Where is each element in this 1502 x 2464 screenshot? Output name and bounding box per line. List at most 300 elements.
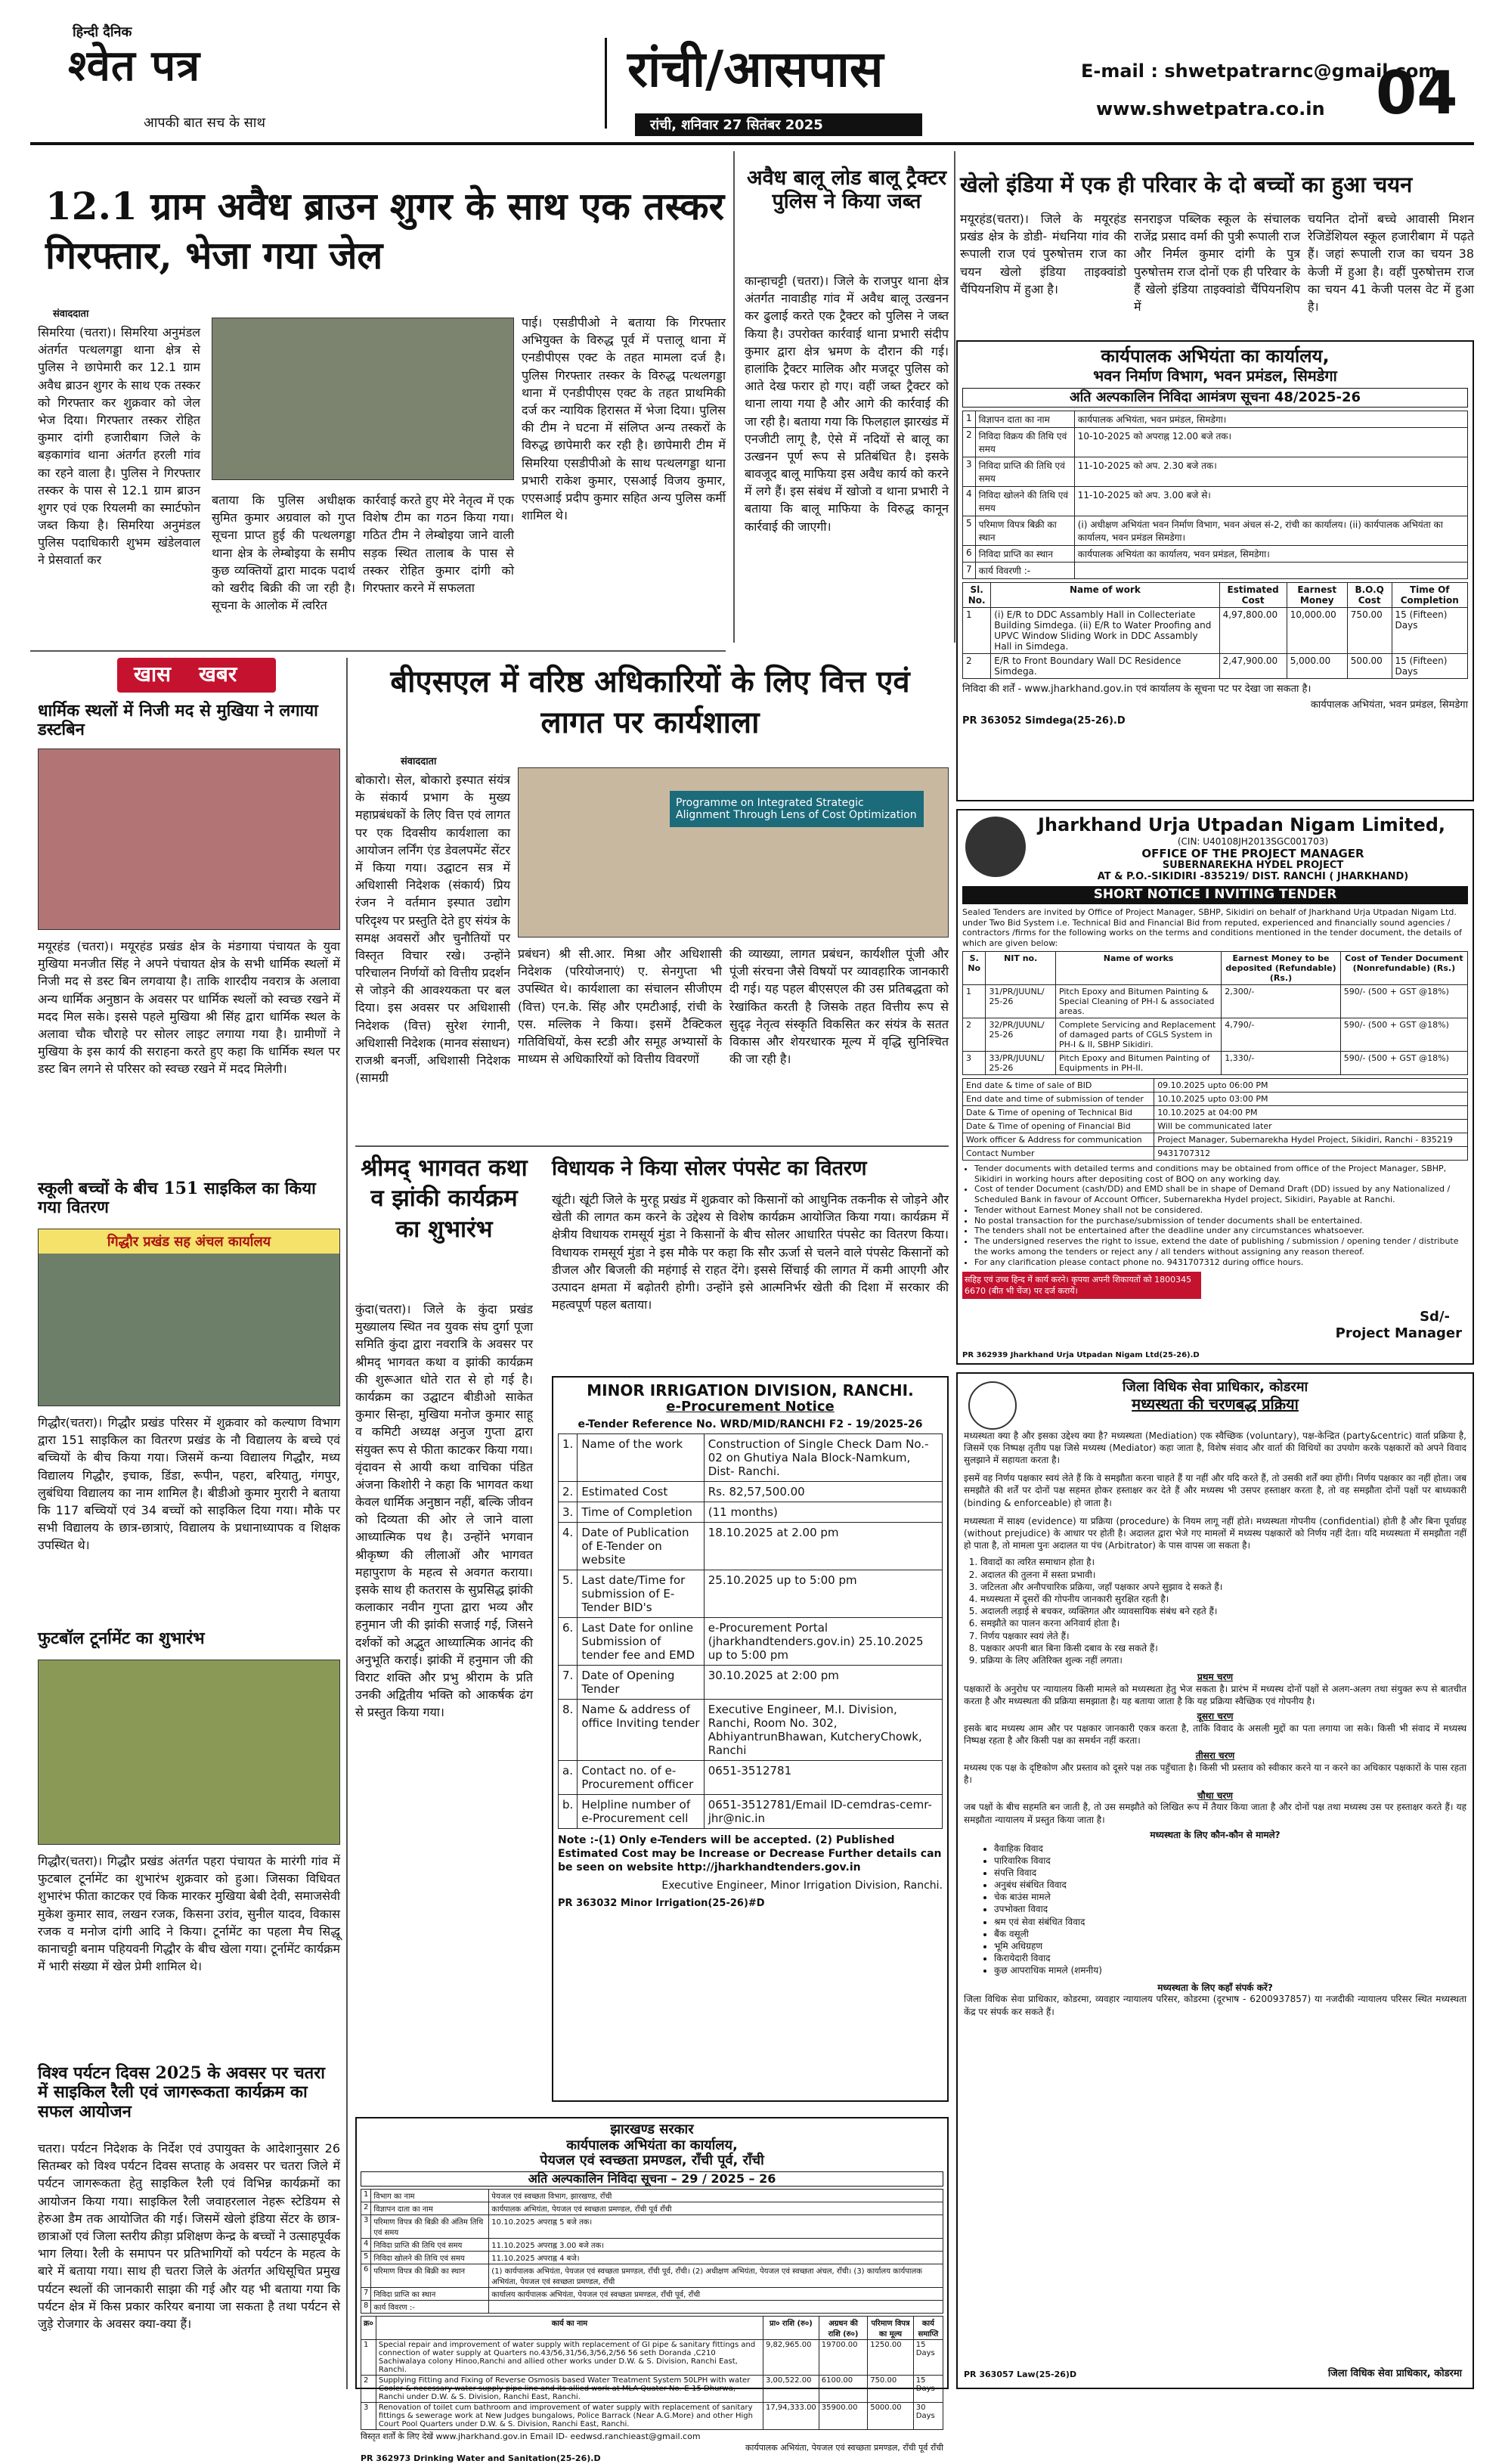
table-cell: निविदा खोलने की तिथि एवं समय [371, 2252, 489, 2264]
table-cell: 5 [963, 516, 976, 546]
table-row [361, 2239, 943, 2252]
table-header-cell: कार्य समाप्ति [913, 2317, 943, 2340]
table-row [963, 984, 1468, 1018]
table-header-cell: Earnest Money to be deposited (Refundable) (Rs.) [1222, 951, 1341, 984]
simdega-works-table [962, 582, 1468, 679]
table-cell: 6. [559, 1617, 578, 1665]
table-cell: (11 months) [704, 1502, 942, 1522]
lead-col2: बताया कि पुलिस अधीक्षक सुमित कुमार अग्रवाल को गुप्त सूचना प्राप्त हुई की पत्थलगड्डा थाना क्षेत्र के लेम्बोइया के समीप कुछ व्यक्तियों द्वारा मादक पदार्थ को खरीद बिक्री की जा रही है। सूचना के आलोक में त्वरित [212, 493, 355, 613]
table-cell: Renovation of toilet cum bathroom and improvement of water supply with replacement of sanitary fittings & sewerage work at New Judges bungalows, Police Barrack (Near A.G.More) and other High Court Pool Quarters under D.W. & S. Division, Ranchi East, Ranchi. [376, 2403, 763, 2430]
bsl-byline: संवाददाता [401, 756, 437, 767]
list-item: • चेक बाउंस मामले [994, 1891, 1466, 1903]
table-cell: 6100.00 [819, 2376, 867, 2403]
table-row [559, 1760, 943, 1794]
water-office: कार्यपालक अभियंता का कार्यालय, [566, 2137, 738, 2153]
bsl-headline: बीएसएल में वरिष्ठ अधिकारियों के लिए वित्त एवं लागत पर कार्यशाला [390, 664, 910, 740]
football-photo [38, 1660, 340, 1845]
table-header-cell: प्रा० राशि (रु०) [763, 2317, 819, 2340]
table-cell: 3. [559, 1502, 578, 1522]
table-header-cell: Name of work [991, 583, 1219, 608]
khelo-col1: मयूरहंड(चतरा)। जिले के मयूरहंड प्रखंड क्षेत्र के डोडी- मंधनिया गांव की रूपाली राज एवं पुरुषोत्तम राज का चयन खेलो इंडिया ताइक्वांडो चैंपियनशिप में हुआ है। [960, 212, 1126, 296]
table-cell: Complete Servicing and Replacement of damaged parts of CGLS System in PH-I & II, SBHP Sikidiri. [1055, 1018, 1221, 1051]
table-cell: 5 [361, 2252, 371, 2264]
dateline: रांची, शनिवार 27 सितंबर 2025 [650, 117, 823, 133]
table-cell: Executive Engineer, M.I. Division, Ranchi, Room No. 302, AbhiyantrunBhawan, KutcheryChowk, Ranchi [704, 1699, 942, 1760]
table-cell [1074, 563, 1467, 579]
table-cell: (i) अधीक्षण अभियंता भवन निर्माण विभाग, भवन अंचल सं-2, रांची का कार्यालय। (ii) कार्यपालक अभियंता का कार्यालय, भवन प्रमंडल सिमडेगा। [1074, 516, 1467, 546]
table-cell: 4,790/- [1222, 1018, 1341, 1051]
table-row [963, 563, 1468, 579]
table-cell: 10.10.2025 at 04:00 PM [1154, 1105, 1468, 1119]
list-item: 6. समझौते का पालन करना अनिवार्य होता है। [980, 1617, 1466, 1629]
table-cell: Will be communicated later [1154, 1119, 1468, 1133]
bsl-col1: बोकारो। सेल, बोकारो इस्पात संयंत्र के संकार्य प्रभाग के मुख्य महाप्रबंधकों के लिए वित्त एवं लागत पर एक दिवसीय कार्यशाला का आयोजन लर्निंग एंड डेवलपमेंट सेंटर में किया गया। उद्घाटन सत्र में अधिशासी निदेशक (संकार्य) प्रिय रंजन ने वर्तमान इस्पात उद्योग परिदृश्य पर प्रस्तुति देते हुए संयंत्र के समक्ष अवसरों और चुनौतियों पर विस्तृत विचार रखे। उन्होंने परिचालन निर्णयों को वित्तीय प्रदर्शन से जोड़ने की आवश्यकता पर बल दिया। इस अवसर पर अधिशासी निदेशक (वित्त) सुरेश रंगानी, अधिशासी निदेशक (मानव संसाधन) राजश्री बनर्जी, अधिशासी निदेशक (सामग्री [355, 773, 510, 1086]
table-cell: 30 Days [913, 2403, 943, 2430]
table-cell: 4,97,800.00 [1219, 608, 1287, 654]
solar-text: खूंटी। खूंटी जिले के मुरहू प्रखंड में शुक्रवार को किसानों को आधुनिक तकनीक से जोड़ने और खेती की लागत कम करने के उद्देश्य से विशेष कार्यक्रम आयोजित किया गया। कार्यक्रम में क्षेत्रीय विधायक रामसूर्य मुंडा ने किसानों के बीच सोलर आधारित पंपसेट का वितरण किया। विधायक रामसूर्य मुंडा ने इस मौके पर कहा कि सौर ऊर्जा से चलने वाले पंपसेट किसानों को डीजल और बिजली की महंगाई से राहत देंगे। इससे सिंचाई की लागत में कमी आएगी और उत्पादन क्षमता में बढ़ोतरी होगी। उन्होंने इसे आत्मनिर्भर खेती की दिशा में सरकार की महत्वपूर्ण पहल बताया। [552, 1192, 949, 1313]
table-cell: कार्य विवरणी :- [975, 563, 1074, 579]
table-row [361, 2376, 943, 2403]
water-works-table [361, 2316, 943, 2430]
water-pr: PR 362973 Drinking Water and Sanitation(25-26).D [361, 2453, 601, 2464]
list-item: 2. अदालत की तुलना में सस्ता प्रभावी। [980, 1569, 1466, 1581]
table-cell: Time of Completion [578, 1502, 704, 1522]
water-footer: विस्तृत शर्तों के लिए देखें www.jharkhand.gov.in Email ID- eedwsd.ranchieast@gmail.com [361, 2431, 701, 2442]
list-item: • बैंक वसूली [994, 1928, 1466, 1940]
list-item: 4. मध्यस्थता में दूसरों की गोपनीय जानकारी सुरक्षित रहती है। [980, 1593, 1466, 1605]
list-item: • Tender without Earnest Money shall not be considered. [974, 1205, 1468, 1216]
section-rule-left [30, 650, 726, 652]
table-row [361, 2301, 943, 2314]
table-cell: 15 (Fifteen) Days [1392, 654, 1467, 679]
legal-stage3: मध्यस्थ एक पक्ष के दृष्टिकोण और प्रस्ताव को दूसरे पक्ष तक पहुँचाता है। किसी भी प्रस्ताव को स्वीकार करने या न करने का अधिकार पक्षकारों के पास रहता है। [964, 1762, 1466, 1786]
table-row [963, 1051, 1468, 1074]
table-cell: Name of the work [578, 1433, 704, 1481]
tourism-text: चतरा। पर्यटन निदेशक के निर्देश एवं उपायुक्त के आदेशानुसार 26 सितम्बर को विश्व पर्यटन दिवस सप्ताह के अवसर पर चतरा जिले में पर्यटन जागरूकता हेतु साइकिल रैली एवं विभिन्न कार्यक्रमों का आयोजन किया गया। साइकिल रैली जवाहरलाल नेहरू स्टेडियम से हेरुआ डैम तक आयोजित की गई। जिसमें खेलो इंडिया सेंटर के छात्र-छात्राओं एवं जिला स्तरीय क्रीड़ा प्रशिक्षण केन्द्र के बच्चों ने उत्साहपूर्वक भाग लिया। रैली के समापन पर प्रतिभागियों को पर्यटन के महत्व के बारे में बताया गया। साथ ही चतरा जिले के अंतर्गत अधिसूचित प्रमुख पर्यटन स्थलों की जानकारी साझा की गई और यह भी बताया गया कि पर्यटन क्षेत्र में किस प्रकार करियर बनाया जा सकता है तथा पर्यटन से जुड़े रोजगार के अवसर क्या-क्या हैं। [38, 2141, 340, 2331]
solar-headline: विधायक ने किया सोलर पंपसेट का वितरण [552, 1157, 867, 1180]
table-cell: 10,000.00 [1287, 608, 1347, 654]
table-cell: Contact no. of e-Procurement officer [578, 1760, 704, 1794]
minor-subtitle: e-Procurement Notice [666, 1399, 835, 1415]
jharkhand-works-table [962, 951, 1468, 1075]
table-cell: 2,47,900.00 [1219, 654, 1287, 679]
simdega-office2: भवन निर्माण विभाग, भवन प्रमंडल, सिमडेगा [1093, 366, 1337, 385]
legal-stage4-title: चौथा चरण [1197, 1790, 1233, 1801]
simdega-sign: कार्यपालक अभियंता, भवन प्रमंडल, सिमडेगा [1310, 699, 1468, 711]
table-cell: 2,300/- [1222, 984, 1341, 1018]
list-item: • उपभोक्ता विवाद [994, 1903, 1466, 1915]
table-cell: 09.10.2025 upto 06:00 PM [1154, 1078, 1468, 1092]
legal-logo [968, 1381, 1017, 1430]
table-row [963, 457, 1468, 487]
legal-contact: जिला विधिक सेवा प्राधिकार, कोडरमा, व्यवहार न्यायालय परिसर, कोडरमा (दूरभाष - 6200937857) या नजदीकी न्यायालय परिसर स्थित मध्यस्थता केंद्र पर संपर्क कर सकते हैं। [964, 1994, 1466, 2017]
table-header-cell: Time Of Completion [1392, 583, 1467, 608]
jharkhand-company: Jharkhand Urja Utpadan Nigam Limited, [1038, 814, 1446, 835]
lead-headline: 12.1 ग्राम अवैध ब्राउन शुगर के साथ एक तस्कर गिरफ्तार, भेजा गया जेल [45, 184, 725, 277]
page-number: 04 [1376, 60, 1458, 128]
table-cell: परिमाण विपत्र की बिक्री की अंतिम तिथि एवं समय [371, 2215, 489, 2239]
website[interactable]: www.shwetpatra.co.in [1096, 98, 1325, 119]
table-row [559, 1665, 943, 1699]
table-header-cell: B.O.Q Cost [1347, 583, 1392, 608]
legal-cases-list [964, 1843, 1466, 1977]
table-row [361, 2202, 943, 2215]
table-cell: Rs. 82,57,500.00 [704, 1481, 942, 1502]
masthead [30, 23, 1474, 136]
khaas-label-2: खबर [199, 662, 237, 687]
table-cell: 3 [963, 1051, 986, 1074]
table-cell: 1 [963, 608, 991, 654]
table-cell: 1 [963, 411, 976, 428]
table-header-cell: Estimated Cost [1219, 583, 1287, 608]
list-item: • संपत्ति विवाद [994, 1867, 1466, 1879]
table-row [963, 411, 1468, 428]
table-row [559, 1522, 943, 1570]
tender-simdega [956, 340, 1474, 801]
water-govt: झारखण्ड सरकार [610, 2122, 694, 2137]
jharkhand-cin: (CIN: U40108JH2013SGC001703) [1177, 835, 1329, 847]
table-cell: 8 [361, 2301, 371, 2314]
jharkhand-hindi: सहिह एवं उच्च हिन्द में कार्य करने। कृपया अपनी शिकायतों को 1800345 6670 (बीत भी चेंज) पर दर्ज करायें। [962, 1272, 1201, 1299]
table-cell: 31/PR/JUUNL/ 25-26 [986, 984, 1056, 1018]
table-cell: 3 [361, 2403, 376, 2430]
list-item: 5. अदालती लड़ाई से बचकर, व्यक्तिगत और व्यावसायिक संबंध बने रहते हैं। [980, 1605, 1466, 1617]
table-cell: 2 [361, 2202, 371, 2215]
table-cell: Date & Time of opening of Technical Bid [963, 1105, 1154, 1119]
table-cell: Date of Publication of E-Tender on website [578, 1522, 704, 1570]
legal-pr: PR 363057 Law(25-26)D [964, 2369, 1077, 2380]
table-cell: 11.10.2025 अपराह्न 4 बजे। [489, 2252, 943, 2264]
football-text: गिद्धौर(चतरा)। गिद्धौर प्रखंड अंतर्गत पहरा पंचायत के मारंगी गांव में फुटबाल टूर्नामेंट का शुभारंभ शुक्रवार को हुआ। जिसका विधिवत शुभारंभ फीता काटकर एवं किक मारकर मुखिया बेबी देवी, समाजसेवी मुकेश कुमार साव, लखन रजक, किसना उरांव, सुनील यादव, विकास रजक व मनोज दांगी आदि ने किया। टूर्नामेंट का पहला मैच सिद्धू कानाचट्टी बनाम पहियवनी गिद्धौर के बीच खेला गया। टूर्नामेंट कार्यक्रम में भारी संख्या में खेल प्रेमी शामिल थे। [38, 1854, 340, 1974]
table-cell: End date and time of submission of tender [963, 1092, 1154, 1105]
table-cell: 11-10-2025 को अप. 2.30 बजे तक। [1074, 457, 1467, 487]
table-cell: (1) कार्यपालक अभियंता, पेयजल एवं स्वच्छता प्रमण्डल, राँची पूर्व, राँची। (2) अधीक्षण अभियंता, पेयजल एवं स्वच्छता अंचल, राँची। (3) कार्यालय कार्यपालक अभियंता, पेयजल एवं स्वच्छता प्रमण्डल, राँची [489, 2264, 943, 2288]
table-header-cell: Earnest Money [1287, 583, 1347, 608]
list-item: • For any clarification please contact phone no. 9431707312 during office hours. [974, 1257, 1468, 1268]
table-cell: 11.10.2025 अपराह्न 3.00 बजे तक। [489, 2239, 943, 2252]
table-cell: 750.00 [1347, 608, 1392, 654]
legal-stage3-title: तीसरा चरण [1195, 1750, 1235, 1762]
table-cell: Estimated Cost [578, 1481, 704, 1502]
table-cell: 2 [963, 654, 991, 679]
table-cell: Name & address of office Inviting tender [578, 1699, 704, 1760]
table-cell: (i) E/R to DDC Assambly Hall in Collecteriate Building Simdega. (ii) E/R to Water Proofing and UPVC Window Sliding Work in DDC Assambly Hall in Simdega. [991, 608, 1219, 654]
table-cell: 15 Days [913, 2340, 943, 2376]
table-header-cell: अग्रधन की राशि (रु०) [819, 2317, 867, 2340]
table-cell: 15 (Fifteen) Days [1392, 608, 1467, 654]
table-header-cell: Sl. No. [963, 583, 991, 608]
table-cell: Pitch Epoxy and Bitumen Painting of Equipments in PH-II. [1055, 1051, 1221, 1074]
list-item: • भूमि अधिग्रहण [994, 1940, 1466, 1952]
table-row [963, 1092, 1468, 1105]
tender-minor [552, 1376, 949, 2102]
list-item: • The undersigned reserves the right to issue, extend the date of publishing / submission / opening tender / distribute the works among the tenders or reject any / all tenders without assigning any reason thereof. [974, 1236, 1468, 1257]
table-row [963, 1119, 1468, 1133]
khelo-col3: चयनित दोनों बच्चे आवासी मिशन रेजिडेंशियल स्कूल हजारीबाग में पढ़ते हैं। जहां रूपाली राज का चयन 38 केजी में हुआ है। वहीं पुरुषोत्तम राज का चयन 41 केजी पलस वेट में हुआ है। [1308, 212, 1474, 314]
table-cell: 5. [559, 1570, 578, 1617]
legal-stage4: जब पक्षों के बीच सहमति बन जाती है, तो उस समझौते को लिखित रूप में तैयार किया जाता है और दोनों पक्ष तथा मध्यस्थ उस पर हस्ताक्षर करते हैं। यह समझौता न्यायालय में प्रस्तुत किया जाता है। [964, 1802, 1466, 1825]
cycle-headline: स्कूली बच्चों के बीच 151 साइकिल का किया गया वितरण [38, 1179, 316, 1218]
table-cell: Date of Opening Tender [578, 1665, 704, 1699]
lead-byline: संवाददाता [53, 308, 89, 320]
col-rule-1 [733, 151, 735, 643]
bsl-photo [518, 767, 949, 938]
list-item: • अनुबंध संबंधित विवाद [994, 1879, 1466, 1891]
table-cell: 32/PR/JUUNL/ 25-26 [986, 1018, 1056, 1051]
lead-col4: पाई। एसडीपीओ ने बताया कि गिरफ्तार अभियुक्त के विरुद्ध पूर्व में पत्तालू थाना में एनडीपीएस एक्ट के तहत मामला दर्ज है। पुलिस गिरफ्तार तस्कर के विरुद्ध पत्थलगड्डा थाना में एनडीपीएस एक्ट के तहत प्राथमिकी दर्ज कर न्यायिक हिरासत में भेजा दिया। पुलिस की टीम ने घटना में संलिप्त अन्य तस्करों के विरुद्ध छापेमारी कर रही है। छापेमारी टीम में सिमरिया एसडीपीओ के साथ पत्थलगड्डा थाना प्रभारी राकेश कुमार, एसआई विजय कुमार, एएसआई प्रदीप कुमार सहित अन्य पुलिस कर्मी शामिल थे। [522, 315, 726, 523]
table-cell: कार्य विवरण :- [371, 2301, 489, 2314]
lead-col3: कार्रवाई करते हुए मेरे नेतृत्व में एक विशेष टीम का गठन किया गया। गठित टीम ने लेम्बोइया जाने वाली सड़क स्थित तालाब के पास से तस्कर रोहित कुमार दांगी को गिरफ्तार करने में सफलता [363, 493, 514, 595]
table-cell: 30.10.2025 at 2:00 pm [704, 1665, 942, 1699]
table-row [963, 516, 1468, 546]
table-cell: कार्यपालक अभियंता, भवन प्रमंडल, सिमडेगा। [1074, 411, 1467, 428]
table-cell: 4 [361, 2239, 371, 2252]
cycle-photo-banner: गिद्धौर प्रखंड सह अंचल कार्यालय [39, 1229, 339, 1254]
table-cell: पेयजल एवं स्वच्छता विभाग, झारखण्ड, राँची [489, 2190, 943, 2202]
table-cell: 590/- (500 + GST @18%) [1340, 1018, 1467, 1051]
simdega-pr: PR 363052 Simdega(25-26).D [962, 715, 1126, 727]
table-header-cell: परिमाण विपत्र का मूल्य [868, 2317, 914, 2340]
table-row [559, 1794, 943, 1828]
table-cell: 1. [559, 1433, 578, 1481]
table-cell: Pitch Epoxy and Bitumen Painting & Special Cleaning of PH-I & associated areas. [1055, 984, 1221, 1018]
table-header-cell: कार्य का नाम [376, 2317, 763, 2340]
list-item: • वैवाहिक विवाद [994, 1843, 1466, 1855]
table-cell: Contact Number [963, 1146, 1154, 1160]
table-cell: 2 [963, 428, 976, 457]
table-cell: 7 [963, 563, 976, 579]
list-item: 7. निर्णय पक्षकार स्वयं लेते हैं। [980, 1630, 1466, 1642]
table-cell: 2 [963, 1018, 986, 1051]
table-cell: b. [559, 1794, 578, 1828]
table-cell: 10-10-2025 को अपराह्न 12.00 बजे तक। [1074, 428, 1467, 457]
bhagwat-headline: श्रीमद् भागवत कथा व झांकी कार्यक्रम का शुभारंभ [361, 1155, 528, 1243]
table-cell: 6 [361, 2264, 371, 2288]
table-cell: 33/PR/JUUNL/ 25-26 [986, 1051, 1056, 1074]
jharkhand-pr: PR 362939 Jharkhand Urja Utpadan Nigam Ltd(25-26).D [962, 1351, 1200, 1359]
table-cell: 9,82,965.00 [763, 2340, 819, 2376]
table-row [361, 2288, 943, 2301]
legal-p2: इसमें वह निर्णय पक्षकार स्वयं लेते हैं कि वे समझौता करना चाहते हैं या नहीं और यदि करते हैं, तो उसकी शर्तें क्या होंगी। निर्णय पक्षकार का नहीं होता। जब समझौते की शर्तें पर दोनों पक्ष सहमत होकर हस्ताक्षर कर देते हैं और मध्यस्थ भी उसपर हस्ताक्षर करता है, तो वह समझौता दोनों पक्षों पर बाध्यकारी (binding & enforceable) हो जाता है। [964, 1473, 1466, 1508]
list-item: • Tender documents with detailed terms and conditions may be obtained from office of the Project Manager, SBHP, Sikidiri in working hours after depositing cost of BOQ on any working day. [974, 1164, 1468, 1185]
table-cell: विज्ञापन दाता का नाम [371, 2202, 489, 2215]
minor-table [558, 1433, 943, 1829]
tender-water [355, 2117, 949, 2464]
jharkhand-address: AT & P.O.-SIKIDIRI -835219/ DIST. RANCHI ( JHARKHAND) [1097, 871, 1409, 883]
water-notice: अति अल्पकालिन निविदा सूचना – 29 / 2025 – 26 [361, 2171, 943, 2187]
table-row [361, 2264, 943, 2288]
table-cell: 750.00 [868, 2376, 914, 2403]
col-rule-3 [346, 658, 348, 2389]
table-row [361, 2215, 943, 2239]
table-cell: a. [559, 1760, 578, 1794]
table-row [361, 2340, 943, 2376]
table-cell: 7. [559, 1665, 578, 1699]
tender-jharkhand [956, 809, 1474, 1365]
table-row [963, 608, 1468, 654]
simdega-notice: अति अल्पकालिन निविदा आमंत्रण सूचना 48/2025-26 [962, 388, 1468, 408]
table-cell: 9431707312 [1154, 1146, 1468, 1160]
table-cell: निविदा खोलने की तिथि एवं समय [975, 487, 1074, 516]
table-cell: 6 [963, 546, 976, 563]
table-cell: 4. [559, 1522, 578, 1570]
legal-notice [956, 1372, 1474, 2389]
table-cell: 5,000.00 [1287, 654, 1347, 679]
legal-q1: मध्यस्थता के लिए कौन-कौन से मामले? [1150, 1829, 1281, 1840]
cycle-photo [38, 1229, 340, 1406]
table-row [963, 1078, 1468, 1092]
dustbin-headline: धार्मिक स्थलों में निजी मद से मुखिया ने लगाया डस्टबिन [38, 701, 318, 740]
table-row [559, 1570, 943, 1617]
table-cell: कार्यालय कार्यपालक अभियंता, पेयजल एवं स्वच्छता प्रमण्डल, राँची पूर्व, राँची [489, 2288, 943, 2301]
list-item: • The tenders shall not be entertained after the deadline under any circumstances whatsoever. [974, 1226, 1468, 1236]
table-cell: Special repair and improvement of water supply with replacement of GI pipe & sanitary fittings and connection of water supply at Quarters no.43/56,31/56,3/56,2/56 56 seth Doranda ,C210 Sachiwalaya colony Hinoo,Ranchi and allied other works under D.W. & S. Division, Ranchi East, Ranchi. [376, 2340, 763, 2376]
table-cell: 1,330/- [1222, 1051, 1341, 1074]
table-cell: 18.10.2025 at 2.00 pm [704, 1522, 942, 1570]
list-item: • कुछ आपराधिक मामले (शमनीय) [994, 1964, 1466, 1976]
bsl-col3: की व्याख्या, लागत प्रबंधन, कार्यशील पूंजी और पूंजी संरचना जैसे विषयों पर व्यावहारिक जानकारी दी गई। यह पहल बीएसएल की उस प्रतिबद्धता को रेखांकित करती है जिसके तहत वित्तीय रूप से सुदृढ़ नेतृत्व संस्कृति विकसित कर संयंत्र के सतत विकास और शेयरधारक मूल्य में वृद्धि सुनिश्चित की जा रही है। [729, 947, 949, 1067]
legal-p1: मध्यस्थता क्या है और इसका उद्देश्य क्या है? मध्यस्थता (Mediation) एक स्वैच्छिक (voluntary), पक्ष-केन्द्रित (party&centric) वार्ता प्रक्रिया है, जिसमें एक निष्पक्ष तृतीय पक्ष जिसे मध्यस्थ (Mediator) कहा जाता है, विशेष संवाद और वार्ता की विधियों का उपयोग करके पक्षकारों को अपने विवाद सुलझाने में सहायता करता है। [964, 1430, 1466, 1466]
dustbin-photo [38, 748, 340, 930]
minor-title: MINOR IRRIGATION DIVISION, RANCHI. [587, 1381, 914, 1399]
email[interactable]: E-mail : shwetpatrarnc@gmail.com [1081, 60, 1438, 82]
table-cell: 19700.00 [819, 2340, 867, 2376]
legal-benefits-list [964, 1556, 1466, 1666]
minor-ref: e-Tender Reference No. WRD/MID/RANCHI F2 - 19/2025-26 [578, 1418, 923, 1430]
table-cell: 590/- (500 + GST @18%) [1340, 1051, 1467, 1074]
table-header-cell: Cost of Tender Document (Nonrefundable) (Rs.) [1340, 951, 1467, 984]
table-cell: 11-10-2025 को अप. 3.00 बजे से। [1074, 487, 1467, 516]
khaas-label-1: खास [134, 662, 172, 687]
table-cell: निविदा प्राप्ति का स्थान [371, 2288, 489, 2301]
cycle-text: गिद्धौर(चतरा)। गिद्धौर प्रखंड परिसर में शुक्रवार को कल्याण विभाग द्वारा 151 साइकिल का वितरण प्रखंड के नौ विद्यालय के बच्चे एवं बच्चियों के बीच किया गया। जिसमें कन्या विद्यालय गिद्धौर, मध्य विद्यालय गिद्धौर, इचाक, डिंडा, रूपीन, पहरा, बरियातु, गंगपुर, लुबंधिया विद्यालय का नाम शामिल है। बीडीओ कुमार मुरारी ने बताया कि 117 बच्चियों एवं 34 बच्चों को साइकिल दिया गया। मौके पर सभी विद्यालय के छात्र-छात्राएं, विद्यालय के प्रधानाध्यापक व शिक्षक उपस्थित थे। [38, 1415, 340, 1553]
table-cell: Helpline number of e-Procurement cell [578, 1794, 704, 1828]
table-cell: विज्ञापन दाता का नाम [975, 411, 1074, 428]
legal-stage2: इसके बाद मध्यस्थ आम और पर पक्षकार जानकारी एकत्र करता है, ताकि विवाद के असली मुद्दों का पता लगाया जा सके। किसी भी संवाद में मध्यस्थ निष्पक्ष रहता है और किसी पक्ष का समर्थन नहीं करता। [964, 1723, 1466, 1746]
table-row [559, 1481, 943, 1502]
section-divider [605, 38, 607, 129]
table-row [559, 1699, 943, 1760]
list-item: • किरायेदारी विवाद [994, 1952, 1466, 1964]
table-row [361, 2403, 943, 2430]
table-row [963, 546, 1468, 563]
table-row [559, 1617, 943, 1665]
table-header-cell: Name of works [1055, 951, 1221, 984]
jharkhand-notice: SHORT NOTICE I NVITING TENDER [962, 886, 1468, 904]
table-cell: 590/- (500 + GST @18%) [1340, 984, 1467, 1018]
table-cell: 4 [963, 487, 976, 516]
legal-stage1-title: प्रथम चरण [1197, 1672, 1234, 1683]
jharkhand-logo [965, 817, 1026, 877]
table-cell: 2 [361, 2376, 376, 2403]
table-cell: Supplying Fitting and Fixing of Reverse Osmosis based Water Treatment System 50LPH with water Cooler & necessary water supply pipe line and its allied work at MLA Quater No.-E-15 Dhurwa, Ranchi under D.W. & S. Division, Ranchi East, Ranchi. [376, 2376, 763, 2403]
table-cell: निविदा प्राप्ति की तिथि एवं समय [371, 2239, 489, 2252]
table-cell: Work officer & Address for communication [963, 1133, 1154, 1146]
legal-stage1: पक्षकारों के अनुरोध पर न्यायालय किसी मामले को मध्यस्थता हेतु भेज सकता है। प्रारंभ में मध्यस्थ दोनों पक्षों से अलग-अलग तथा संयुक्त रूप से बातचीत करता है और मध्यस्थता की प्रक्रिया समझाता है। यह बताया जाता है कि यह प्रक्रिया स्वैच्छिक एवं गोपनीय है। [964, 1683, 1466, 1707]
legal-sign: जिला विधिक सेवा प्राधिकार, कोडरमा [1327, 2368, 1462, 2380]
table-cell: Construction of Single Check Dam No.- 02 on Ghutiya Nala Block-Namkum, Dist- Ranchi. [704, 1433, 942, 1481]
table-row [963, 1133, 1468, 1146]
table-cell: 1 [361, 2340, 376, 2376]
sand-headline: अवैध बालू लोड बालू ट्रैक्टर पुलिस ने किया जब्त [747, 166, 946, 214]
table-cell: 0651-3512781 [704, 1760, 942, 1794]
table-cell: 8. [559, 1699, 578, 1760]
table-row [963, 487, 1468, 516]
table-cell: 1 [963, 984, 986, 1018]
table-cell: परिमाण विपत्र की बिक्री का स्थान [371, 2264, 489, 2288]
table-row [559, 1433, 943, 1481]
legal-p3: मध्यस्थता में साक्ष्य (evidence) या प्रक्रिया (procedure) के नियम लागू नहीं होते। मध्यस्थता गोपनीय (confidential) होती है और बिना पूर्वाग्रह (without prejudice) के आधार पर होती है। अदालत द्वारा भेजे गए मामलों में मध्यस्थ पक्षकारों को निर्णय नहीं देता। यदि मध्यस्थता में समझौता नहीं हो पाता है, तो मामला पुनः अदालत या पंच (Arbitrator) के पास वापस जा सकता है। [964, 1515, 1466, 1551]
table-row [963, 1146, 1468, 1160]
newspaper-name: श्वेत पत्र [68, 42, 201, 91]
table-cell: Last Date for online Submission of tender fee and EMD [578, 1617, 704, 1665]
khaas-label [117, 658, 276, 693]
table-cell: 7 [361, 2288, 371, 2301]
table-cell: कार्यपालक अभियंता, पेयजल एवं स्वच्छता प्रमण्डल, राँची पूर्व राँची [489, 2202, 943, 2215]
table-row [559, 1502, 943, 1522]
table-cell: परिमाण विपत्र बिक्री का स्थान [975, 516, 1074, 546]
table-cell: 15 Days [913, 2376, 943, 2403]
list-item: 9. प्रक्रिया के लिए अतिरिक्त शुल्क नहीं लगता। [980, 1654, 1466, 1666]
table-cell: 0651-3512781/Email ID-cemdras-cemr-jhr@nic.in [704, 1794, 942, 1828]
masthead-tag: हिन्दी दैनिक [73, 24, 132, 40]
table-row [963, 428, 1468, 457]
table-cell: 10.10.2025 upto 03:00 PM [1154, 1092, 1468, 1105]
masthead-tagline: आपकी बात सच के साथ [144, 115, 265, 131]
football-headline: फुटबॉल टूर्नामेंट का शुभारंभ [38, 1629, 205, 1648]
table-cell: 1 [361, 2190, 371, 2202]
water-schedule-table [361, 2189, 943, 2314]
minor-note: Note :-(1) Only e-Tenders will be accepted. (2) Published Estimated Cost may be Increase or Decrease Further details can be seen on website http://jharkhandtenders.gov.in [558, 1833, 942, 1874]
table-cell: 25.10.2025 up to 5:00 pm [704, 1570, 942, 1617]
khelo-headline: खेलो इंडिया में एक ही परिवार के दो बच्चों का हुआ चयन [960, 172, 1413, 197]
table-cell: 3,00,522.00 [763, 2376, 819, 2403]
bsl-photo-banner: Programme on Integrated Strategic Alignment Through Lens of Cost Optimization [670, 791, 924, 827]
table-row [963, 654, 1468, 679]
table-cell: Project Manager, Subernarekha Hydel Project, Sikidiri, Ranchi - 835219 [1154, 1133, 1468, 1146]
table-header-cell: S. No [963, 951, 986, 984]
list-item: • पारिवारिक विवाद [994, 1855, 1466, 1867]
table-header-cell: NIT no. [986, 951, 1056, 984]
table-cell: 2. [559, 1481, 578, 1502]
table-cell: 3 [963, 457, 976, 487]
list-item: • Cost of tender Document (cash/DD) and EMD shall be in shape of Demand Draft (DD) issued by any Nationalized / Scheduled Bank in favour of Account Officer, Subernarekha Hydel project, Sikidiri, Payable at Ranchi. [974, 1184, 1468, 1205]
simdega-office: कार्यपालक अभियंता का कार्यालय, [1101, 346, 1330, 367]
table-row [361, 2252, 943, 2264]
table-row [361, 2190, 943, 2202]
jharkhand-notes [962, 1164, 1468, 1268]
list-item: • श्रम एवं सेवा संबंधित विवाद [994, 1916, 1466, 1928]
table-cell: Date & Time of opening of Financial Bid [963, 1119, 1154, 1133]
jharkhand-dates-table [962, 1078, 1468, 1161]
minor-sign: Executive Engineer, Minor Irrigation Division, Ranchi. [661, 1880, 943, 1892]
table-cell: 5000.00 [868, 2403, 914, 2430]
water-sign: कार्यपालक अभियंता, पेयजल एवं स्वच्छता प्रमण्डल, राँची पूर्व राँची [745, 2442, 943, 2453]
dustbin-text: मयूरहंड (चतरा)। मयूरहंड प्रखंड क्षेत्र के मंडगाया पंचायत के युवा मुखिया मनजीत सिंह ने अपने पंचायत क्षेत्र के सभी धार्मिक स्थलों में निजी मद से डस्ट बिन लगवाया है। ताकि शारदीय नवरात्र के अलावा अन्य धार्मिक अनुष्ठान के अवसर पर धार्मिक स्थलों को स्वच्छ रखने में मदद मिल सके। इससे पहले मुखिया श्री सिंह द्वारा धार्मिक स्थल के अलावा चौक चौराहे पर सोलर लाइट लगाया गया है। ग्रामीणों ने मुखिया के इस कार्य की सराहना करते हुए कहा कि धार्मिक स्थल पर डस्ट बिन लगने से परिसर को स्वच्छ रखने में मदद मिलेगी। [38, 939, 340, 1077]
simdega-footer: निविदा की शर्तें - www.jharkhand.gov.in एवं कार्यालय के सूचना पट पर देखा जा सकता है। [962, 683, 1312, 696]
table-cell: 10.10.2025 अपराह्न 5 बजे तक। [489, 2215, 943, 2239]
table-cell: 3 [361, 2215, 371, 2239]
legal-stage2-title: दूसरा चरण [1197, 1711, 1234, 1722]
list-item: 3. जटिलता और अनौपचारिक प्रक्रिया, जहाँ पक्षकार अपने सुझाव दे सकते हैं। [980, 1581, 1466, 1593]
simdega-schedule-table [962, 411, 1468, 579]
legal-title: मध्यस्थता की चरणबद्ध प्रक्रिया [1132, 1394, 1299, 1413]
masthead-rule [30, 142, 1474, 145]
sand-text: कान्हाचट्टी (चतरा)। जिले के राजपुर थाना क्षेत्र अंतर्गत नावाडीह गांव में अवैध बालू उत्खनन कर ढुलाई करते एक ट्रैक्टर को पुलिस ने जब्त किया है। उपरोक्त कार्रवाई थाना प्रभारी संदीप कुमार द्वारा क्षेत्र भ्रमण के दौरान की गई। हालांकि ट्रैक्टर मालिक और मजदूर पुलिस को आते देख फरार हो गए। वहीं जब्त ट्रैक्टर को थाना लाया गया है और आगे की कार्रवाई की जा रही है। बताया गया कि फिलहाल झारखंड में एनजीटी लागू है, ऐसे में नदियों से बालू का उत्खनन पूर्ण रूप से प्रतिबंधित है। इसके बावजूद बालू माफिया इस अवैध कार्य को करने में लगे हैं। इस संबंध में खोजो व थाना प्रभारी ने बताया कि बालू माफिया के विरुद्ध कानून कार्रवाई की जाएगी। [745, 274, 949, 534]
table-cell: End date & time of sale of BID [963, 1078, 1154, 1092]
khelo-col2: सनराइज पब्लिक स्कूल के संचालक राजेंद्र प्रसाद वर्मा की पुत्री रूपाली राज और निर्मल कुमार दांगी के पुत्र पुरुषोत्तम राज दोनों एक ही परिवार के हैं खेलो इंडिया ताइक्वांडो चैंपियनशिप में [1134, 212, 1300, 314]
water-office2: पेयजल एवं स्वच्छता प्रमण्डल, राँची पूर्व, राँची [540, 2153, 764, 2169]
